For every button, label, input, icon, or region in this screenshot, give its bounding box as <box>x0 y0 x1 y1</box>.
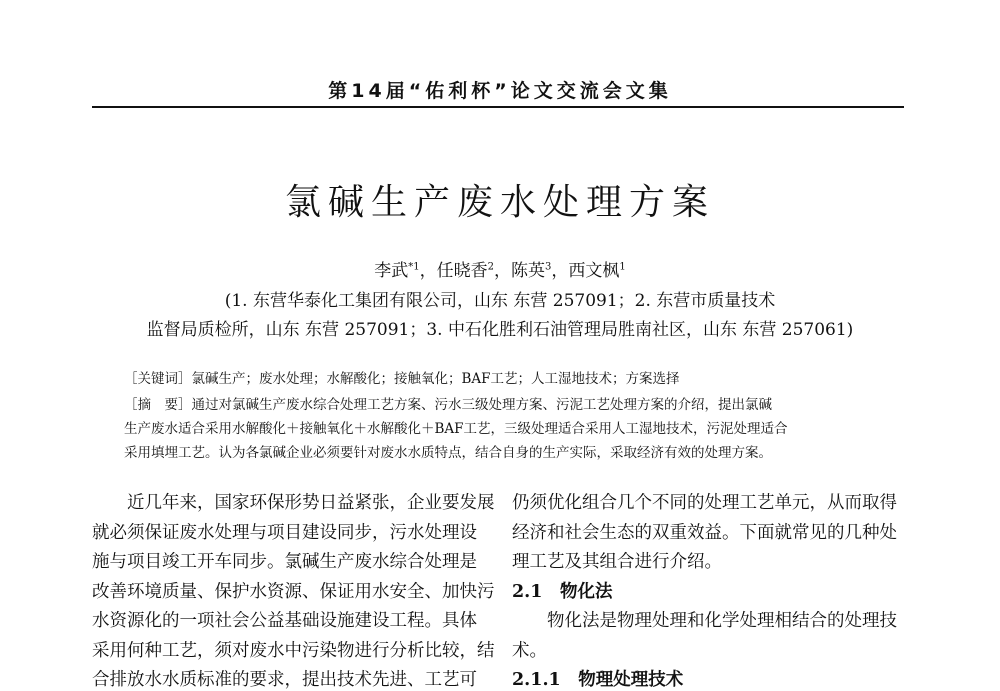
author-list <box>0 256 1000 281</box>
author-affiliation-mark: 1 <box>619 261 626 273</box>
affiliation-line: (1. 东营华泰化工集团有限公司，山东 东营 257091；2. 东营市质量技术 <box>224 291 776 311</box>
body-text-line: 就必须保证废水处理与项目建设同步，污水处理设 <box>92 522 477 543</box>
running-header: 第14届“佑利杯”论文交流会文集 <box>328 80 672 102</box>
body-text-line: 采用何种工艺，须对废水中污染物进行分析比较，结 <box>92 640 495 661</box>
body-text-line: 近几年来，国家环保形势日益紧张，企业要发展 <box>92 493 495 513</box>
body-text-line: 物化法是物理处理和化学处理相结合的处理技 <box>512 611 897 631</box>
body-text-line: 仍须优化组合几个不同的处理工艺单元，从而取得 <box>512 493 897 513</box>
body-text-line: 水资源化的一项社会公益基础设施建设工程。具体 <box>92 611 477 631</box>
author-separator: ， <box>494 261 511 281</box>
body-text-line: 经济和社会生态的双重效益。下面就常见的几种处 <box>512 522 897 543</box>
body-text-line: 改善环境质量、保护水资源、保证用水安全、加快污 <box>92 581 495 602</box>
affiliation-line: 监督局质检所，山东 东营 257091；3. 中石化胜利石油管理局胜南社区，山东 东营 257061) <box>146 320 854 340</box>
body-text-line: 施与项目竣工开车同步。氯碱生产废水综合处理是 <box>92 552 477 572</box>
author-name: 任晓香 <box>436 261 488 281</box>
section-heading: 2.1 物化法 <box>512 581 613 602</box>
keywords: ［关键词］氯碱生产；废水处理；水解酸化；接触氧化；BAF工艺；人工湿地技术；方案选择 <box>124 371 680 387</box>
author-affiliation-mark: *1 <box>408 261 420 273</box>
abstract-line: ［摘 要］通过对氯碱生产废水综合处理工艺方案、污水三级处理方案、污泥工艺处理方案的介绍，提出氯碱 <box>124 397 772 413</box>
body-text-line: 术。 <box>512 640 547 661</box>
abstract-line: 生产废水适合采用水解酸化＋接触氧化＋水解酸化＋BAF工艺，三级处理适合采用人工湿地技术，污泥处理适合 <box>124 421 788 437</box>
author-name: 陈英 <box>511 261 545 281</box>
author-affiliation-mark: 3 <box>545 261 552 273</box>
author-name: 西文枫 <box>568 261 620 281</box>
author-affiliation-mark: 2 <box>487 261 494 273</box>
body-text-line: 合排放水水质标准的要求，提出技术先进、工艺可 <box>92 670 477 690</box>
author-separator: ， <box>551 261 569 281</box>
section-heading: 2.1.1 物理处理技术 <box>512 670 684 690</box>
paper-title: 氯碱生产废水处理方案 <box>284 182 715 223</box>
author-name: 李武 <box>374 261 409 281</box>
abstract-line: 采用填埋工艺。认为各氯碱企业必须要针对废水水质特点，结合自身的生产实际，采取经济有效的处理方案。 <box>124 445 772 461</box>
body-text-line: 理工艺及其组合进行介绍。 <box>512 552 722 572</box>
author-separator: ， <box>419 261 437 281</box>
header-rule <box>92 106 904 108</box>
